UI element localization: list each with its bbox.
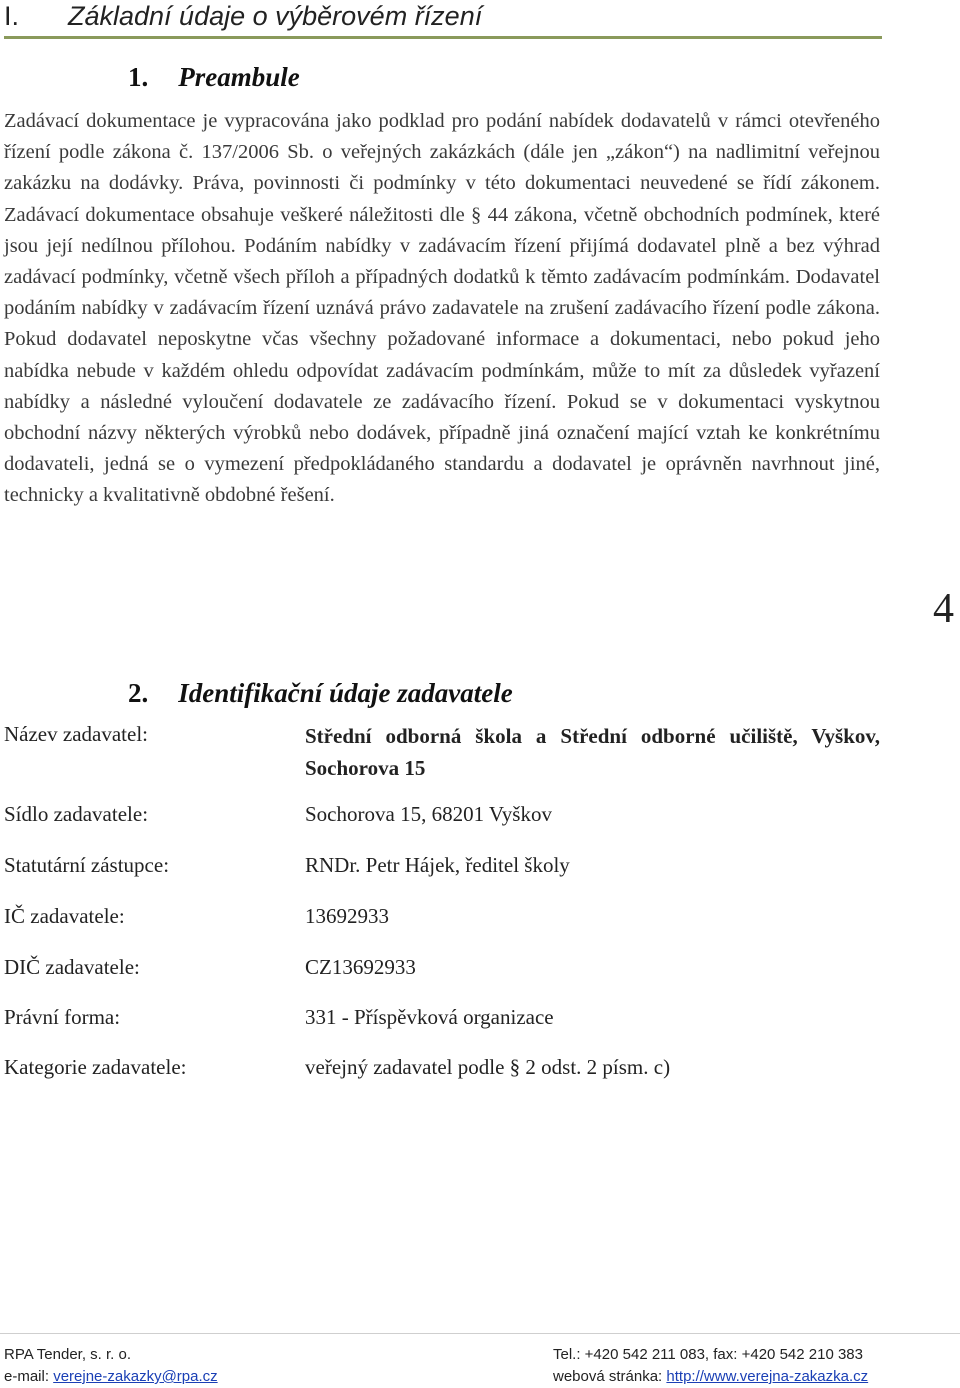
section-heading-identification — [128, 678, 513, 709]
footer-web-label: webová stránka: — [553, 1368, 663, 1385]
page-footer — [0, 1333, 960, 1387]
footer-web-line — [553, 1366, 868, 1388]
info-row-dic — [4, 955, 880, 987]
info-value: 331 - Příspěvková organizace — [305, 1005, 554, 1029]
footer-email-line — [4, 1366, 218, 1388]
info-label: Název zadavatel: — [4, 722, 148, 746]
chapter-title-text: Základní údaje o výběrovém řízení — [68, 1, 483, 31]
info-label: Statutární zástupce: — [4, 853, 170, 877]
chapter-title — [4, 0, 882, 39]
info-label: Kategorie zadavatele: — [4, 1055, 187, 1079]
info-label: Sídlo zadavatele: — [4, 802, 149, 826]
info-label: IČ zadavatele: — [4, 904, 125, 928]
info-value: 13692933 — [305, 904, 389, 928]
section-number: 2. — [128, 678, 149, 708]
page-number: 4 — [933, 586, 954, 632]
info-label: DIČ zadavatele: — [4, 955, 140, 979]
info-value: CZ13692933 — [305, 955, 416, 979]
footer-email-label: e-mail: — [4, 1368, 50, 1385]
info-row-name — [4, 720, 880, 784]
info-row-ic — [4, 904, 880, 936]
info-value: veřejný zadavatel podle § 2 odst. 2 písm. c) — [305, 1055, 671, 1079]
footer-web-link[interactable]: http://www.verejna-zakazka.cz — [666, 1368, 869, 1385]
section-title: Identifikační údaje zadavatele — [178, 678, 513, 708]
info-value: Střední odborná škola a Střední odborné učiliště, Vyškov, Sochorova 15 — [305, 724, 880, 780]
info-row-address — [4, 802, 880, 834]
footer-email-link[interactable]: verejne-zakazky@rpa.cz — [53, 1368, 218, 1385]
info-label: Právní forma: — [4, 1005, 121, 1029]
footer-right — [553, 1344, 868, 1388]
footer-phone: Tel.: +420 542 211 083, fax: +420 542 210 383 — [553, 1346, 863, 1363]
section-number: 1. — [128, 62, 149, 92]
preamble-paragraph: Zadávací dokumentace je vypracována jako podklad pro podání nabídek dodavatelů v rámci otevřeného řízení podle zákona č. 137/2006 Sb. o veřejných zakázkách (dále jen „zákon“) na nadlimitní veřejnou zakázku na dodávky. Práva, povinnosti či podmínky v této dokumentaci neuvedené se řídí zákonem. Zadávací dokumentace obsahuje veškeré náležitosti dle § 44 zákona, včetně obchodních podmínek, které jsou její nedílnou přílohou. Podáním nabídky v zadávacím řízení přijímá dodavatel plně a bez výhrad zadávací podmínky, včetně všech příloh a případných dodatků k těmto zadávacím podmínkám. Dodavatel podáním nabídky v zadávacím řízení uznává právo zadavatele na zrušení zadávacího řízení podle zákona. Pokud dodavatel neposkytne včas všechny požadované informace a dokumentaci, nebo pokud jeho nabídka nebude v každém ohledu odpovídat zadávacím podmínkám, může to mít za důsledek vyřazení nabídky a následné vyloučení dodavatele ze zadávacího řízení. Pokud se v dokumentaci vyskytnou obchodní názvy některých výrobků nebo dodávek, případně jiná označení mající vztah ke konkrétnímu dodavateli, jedná se o vymezení předpokládaného standardu a dodavatel je oprávněn navrhnout jiné, technicky a kvalitativně obdobné řešení. — [4, 110, 880, 507]
info-row-category — [4, 1055, 880, 1087]
info-value: Sochorova 15, 68201 Vyškov — [305, 802, 552, 826]
footer-company: RPA Tender, s. r. o. — [4, 1346, 132, 1363]
info-row-legal-form — [4, 1005, 880, 1037]
chapter-number: I. — [4, 1, 20, 31]
info-value: RNDr. Petr Hájek, ředitel školy — [305, 853, 570, 877]
section-title: Preambule — [178, 62, 300, 92]
info-row-statutory — [4, 853, 880, 885]
footer-left — [4, 1344, 218, 1388]
section-heading-preambule — [128, 62, 300, 93]
